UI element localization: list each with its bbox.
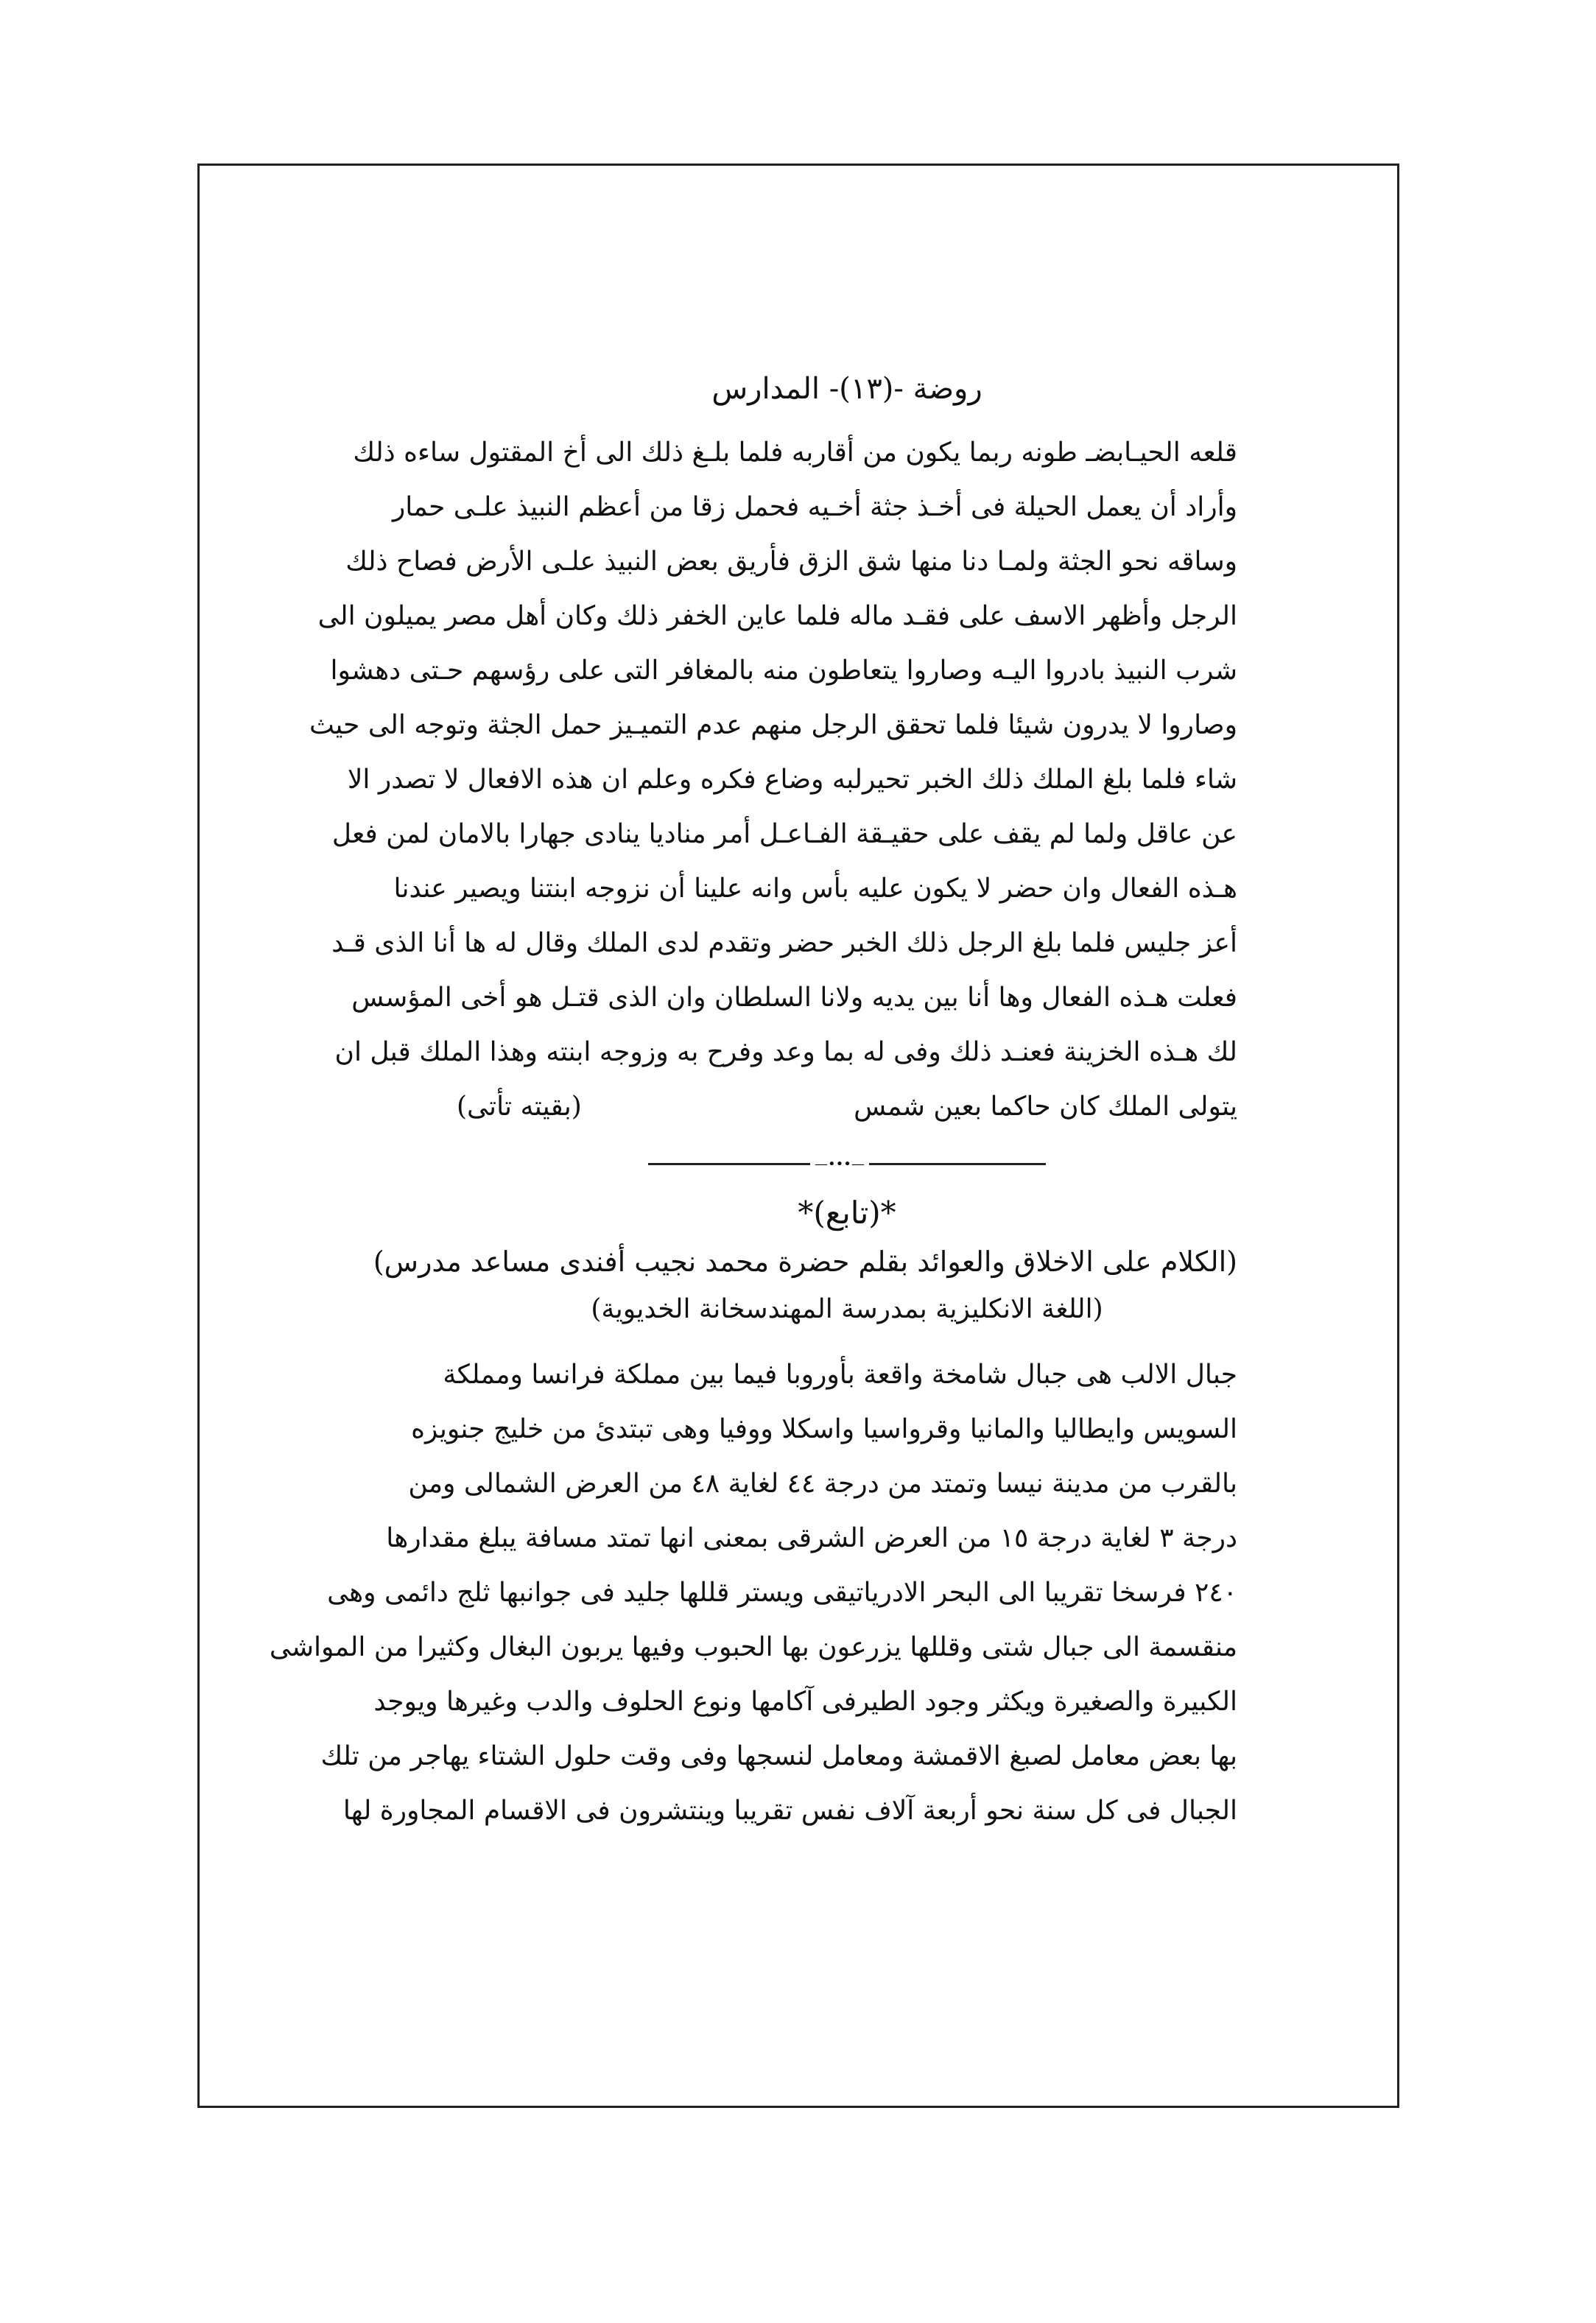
text-line: هـذه الفعال وان حضر لا يكون عليه بأس وانه علينا أن نزوجه ابنتنا ويصير عندنا [393,874,1237,904]
text-line: السويس وايطاليا والمانيا وقرواسيا واسكلا ووفيا وهى تبتدئ من خليج جنويزه [411,1414,1237,1444]
text-line: شرب النبيذ بادروا اليـه وصاروا يتعاطون منه بالمغافر التى على رؤسهم حـتى دهشوا [330,656,1237,686]
text-line: أعز جليس فلما بلغ الرجل ذلك الخبر حضر وتقدم لدى الملك وقال له ها أنا الذى قـد [331,928,1237,958]
continuation-note: (بقيته تأتى) [457,1092,582,1122]
page-content [269,367,1237,1838]
text-line: منقسمة الى جبال شتى وقللها يزرعون بها الحبوب وفيها يربون البغال وكثيرا من المواشى [269,1632,1237,1662]
text-line: وساقه نحو الجثة ولمـا دنا منها شق الزق فأريق بعض النبيذ علـى الأرض فصاح ذلك [345,547,1237,577]
text-line: وأراد أن يعمل الحيلة فى أخـذ جثة أخـيه فحمل زقا من أعظم النبيذ علـى حمار [392,492,1237,522]
text-line: عن عاقل ولما لم يقف على حقيـقة الفـاعـل أمر مناديا ينادى جهارا بالامان لمن فعل [331,819,1237,849]
text-line: قلعه الحيـابضـ طونه ربما يكون من أقاربه فلما بلـغ ذلك الى أخ المقتول ساءه ذلك [353,437,1237,468]
text-line: الرجل وأظهر الاسف على فقـد ماله فلما عاين الخفر ذلك وكان أهل مصر يميلون الى [317,601,1237,631]
section-byline-secondary: (اللغة الانكليزية بمدرسة المهندسخانة الخديوية) [591,1294,1103,1324]
section-byline: (الكلام على الاخلاق والعوائد بقلم حضرة محمد نجيب أفندى مساعد مدرس) [373,1245,1237,1278]
section-divider [648,1156,1046,1171]
last-line-text: يتولى الملك كان حاكما بعين شمس [854,1092,1237,1122]
last-text-line [457,1080,1237,1134]
text-line: الجبال فى كل سنة نحو أربعة آلاف نفس تقريبا وينتشرون فى الاقسام المجاورة لها [342,1796,1237,1826]
text-line: فعلت هـذه الفعال وها أنا بين يديه ولانا السلطان وان الذى قتـل هو أخى المؤسس [351,983,1237,1013]
section-title: *(تابع)* [798,1195,896,1231]
text-line: لك هـذه الخزينة فعنـد ذلك وفى له بما وعد وفرح به وزوجه ابنته وهذا الملك قبل ان [334,1037,1237,1067]
article-2 [269,1189,1237,1838]
page-header: روضة -(١٣)- المدارس [711,372,982,406]
divider-ornament: —•••— [810,1158,869,1171]
text-line: جبال الالب هى جبال شامخة واقعة بأوروبا فيما بين مملكة فرانسا ومملكة [443,1360,1237,1390]
text-line: بها بعض معامل لصبغ الاقمشة ومعامل لنسجها وفى وقت حلول الشتاء يهاجر من تلك [320,1741,1237,1771]
text-line: درجة ٣ لغاية درجة ١٥ من العرض الشرقى بمعنى انها تمتد مسافة يبلغ مقدارها [386,1523,1237,1553]
text-line: بالقرب من مدينة نيسا وتمتد من درجة ٤٤ لغاية ٤٨ من العرض الشمالى ومن [408,1469,1237,1499]
text-line: الكبيرة والصغيرة ويكثر وجود الطيرفى آكامها ونوع الحلوف والدب وغيرها ويوجد [373,1687,1237,1717]
text-line: ٢٤٠ فرسخا تقريبا الى البحر الادرياتيقى ويستر قللها جليد فى جوانبها ثلج دائمى وهى [327,1578,1237,1608]
text-line: شاء فلما بلغ الملك ذلك الخبر تحيرلبه وضاع فكره وعلم ان هذه الافعال لا تصدر الا [347,765,1237,795]
text-line: وصاروا لا يدرون شيئا فلما تحقق الرجل منهم عدم التميـيز حمل الجثة وتوجه الى حيث [309,710,1237,740]
article-1 [309,426,1237,1134]
